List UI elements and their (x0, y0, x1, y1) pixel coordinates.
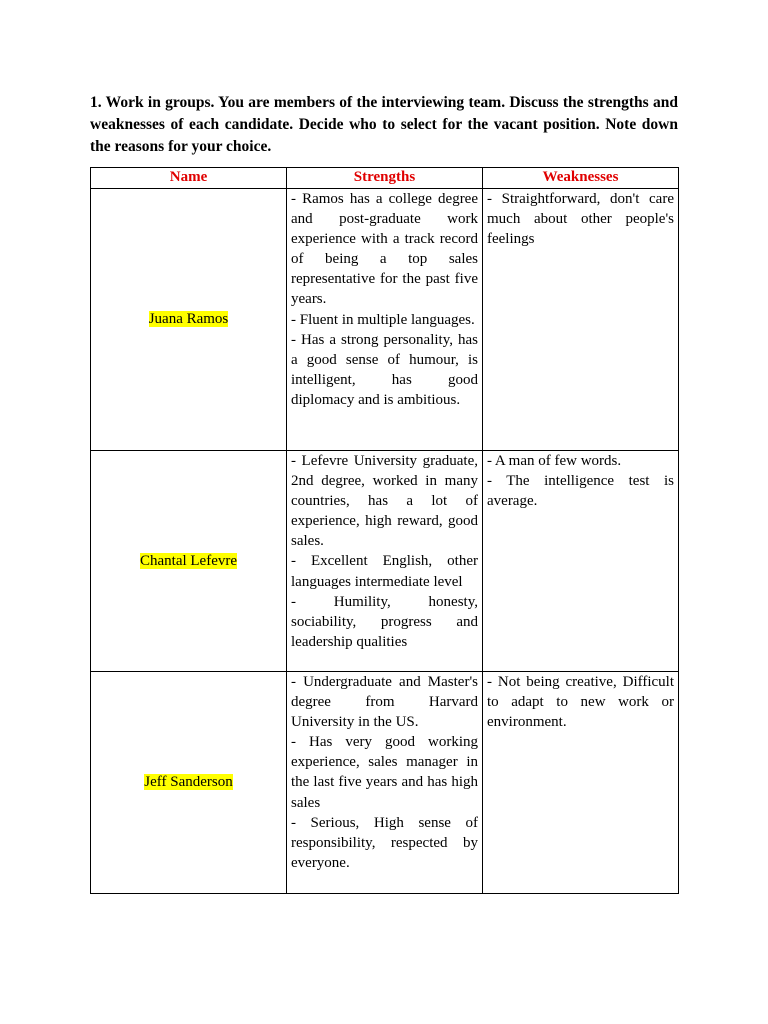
strength-item: - Excellent English, other languages intermediate level (291, 553, 478, 590)
weakness-item: - A man of few words. (487, 453, 622, 469)
candidate-name-cell (91, 451, 287, 672)
candidate-name: Jeff Sanderson (144, 774, 233, 791)
weaknesses-cell (483, 672, 679, 894)
strength-item: - Has very good working experience, sales manager in the last five years and has high sales (291, 734, 478, 811)
strength-item: - Humility, honesty, sociability, progress and leadership qualities (291, 593, 478, 650)
candidate-name: Juana Ramos (148, 311, 229, 328)
candidate-name-cell (91, 189, 287, 451)
weaknesses-cell (483, 451, 679, 672)
strength-item: - Undergraduate and Master's degree from Harvard University in the US. (291, 674, 478, 731)
instruction-text: 1. Work in groups. You are members of the interviewing team. Discuss the strengths and weaknesses of each candidate. Decide who to select for the vacant position. Note down the reasons for your choice. (90, 94, 678, 155)
weakness-item: - Not being creative, Difficult to adapt to new work or environment. (487, 674, 674, 731)
strength-item: - Has a strong personality, has a good sense of humour, is intelligent, has good diplomacy and is ambitious. (291, 331, 478, 408)
document-page (90, 92, 678, 894)
header-strengths: Strengths (287, 168, 483, 189)
header-name: Name (91, 168, 287, 189)
header-weaknesses: Weaknesses (483, 168, 679, 189)
strengths-cell (287, 451, 483, 672)
strength-item: - Ramos has a college degree and post-graduate work experience with a track record of being a top sales representative for the past five years. (291, 191, 478, 308)
candidates-table (90, 167, 679, 894)
strengths-cell (287, 189, 483, 451)
weakness-item: - The intelligence test is average. (487, 473, 674, 510)
table-row (91, 672, 679, 894)
weakness-item: - Straightforward, don't care much about other people's feelings (487, 191, 674, 248)
candidate-name: Chantal Lefevre (139, 552, 238, 569)
weaknesses-cell (483, 189, 679, 451)
candidate-name-cell (91, 672, 287, 894)
strengths-cell (287, 672, 483, 894)
table-row (91, 189, 679, 451)
table-row (91, 451, 679, 672)
table-header-row (91, 168, 679, 189)
strength-item: - Fluent in multiple languages. (291, 311, 475, 328)
strength-item: - Lefevre University graduate, 2nd degree, worked in many countries, has a lot of experience, high reward, good sales. (291, 453, 478, 550)
strength-item: - Serious, High sense of responsibility, respected by everyone. (291, 814, 478, 871)
